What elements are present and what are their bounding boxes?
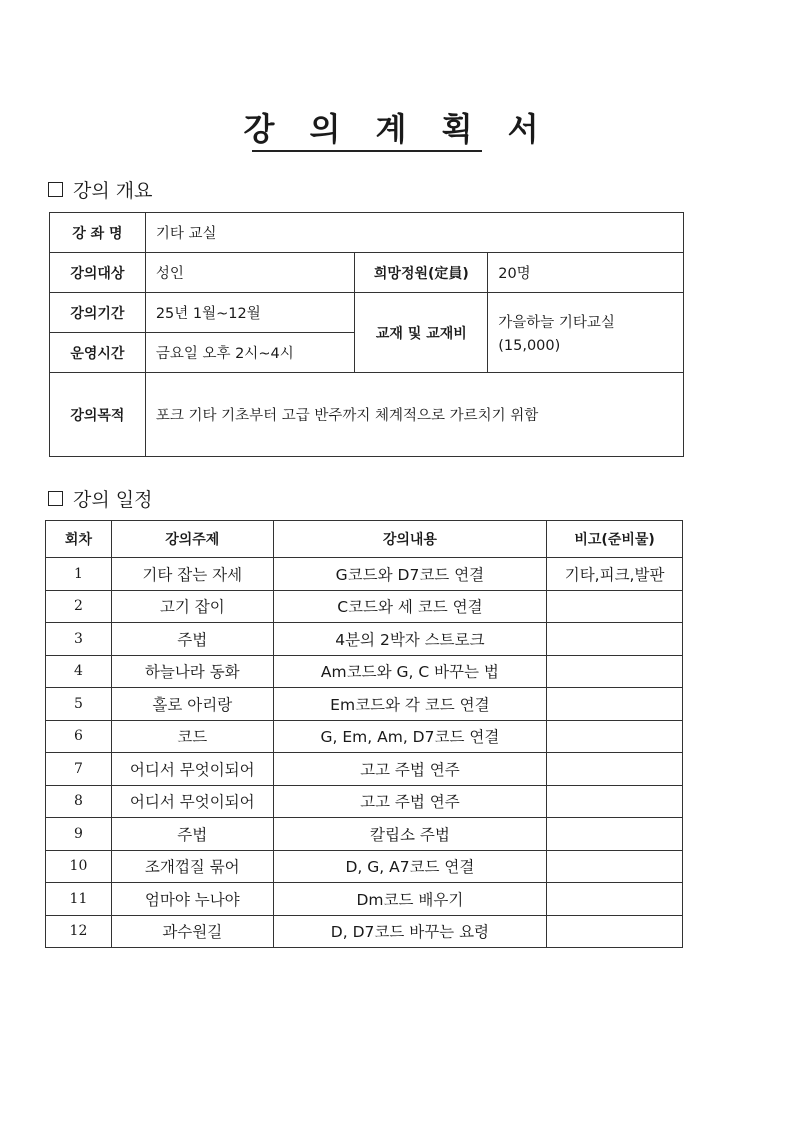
table-row [46,753,683,786]
session-number: 6 [46,720,112,753]
column-header: 비고(준비물) [547,521,683,558]
session-number: 1 [46,558,112,591]
target-label: 강의대상 [50,253,146,293]
session-note [547,785,683,818]
schedule-table [45,520,683,948]
session-topic: 코드 [111,720,273,753]
session-content: Em코드와 각 코드 연결 [273,688,547,721]
session-note [547,915,683,948]
materials-price: (15,000) [498,338,561,354]
session-number: 11 [46,883,112,916]
checkbox-icon [48,491,63,506]
session-note [547,590,683,623]
session-note [547,720,683,753]
period-value: 25년 1월~12월 [145,293,355,333]
session-number: 8 [46,785,112,818]
session-number: 10 [46,850,112,883]
session-content: G코드와 D7코드 연결 [273,558,547,591]
schedule-heading [48,485,152,512]
session-topic: 주법 [111,623,273,656]
session-topic: 기타 잡는 자세 [111,558,273,591]
session-number: 7 [46,753,112,786]
materials-value [488,293,684,373]
session-topic: 하늘나라 동화 [111,655,273,688]
hours-value: 금요일 오후 2시~4시 [145,333,355,373]
session-content: Am코드와 G, C 바꾸는 법 [273,655,547,688]
column-header: 강의내용 [273,521,547,558]
session-topic: 주법 [111,818,273,851]
column-header: 강의주제 [111,521,273,558]
session-content: D, D7코드 바꾸는 요령 [273,915,547,948]
session-note [547,883,683,916]
session-topic: 조개껍질 묶어 [111,850,273,883]
session-topic: 어디서 무엇이되어 [111,785,273,818]
checkbox-icon [48,182,63,197]
session-content: 고고 주법 연주 [273,785,547,818]
capacity-label: 희망정원(定員) [355,253,488,293]
capacity-value: 20명 [488,253,684,293]
document-title: 강 의 계 획 서 [243,110,551,148]
session-topic: 엄마야 누나야 [111,883,273,916]
session-note [547,818,683,851]
column-header: 회차 [46,521,112,558]
table-row [46,558,683,591]
session-content: 고고 주법 연주 [273,753,547,786]
materials-label: 교재 및 교재비 [355,293,488,373]
session-topic: 과수원길 [111,915,273,948]
session-note [547,753,683,786]
session-number: 9 [46,818,112,851]
course-name-value: 기타 교실 [145,213,683,253]
table-row [46,590,683,623]
table-row [46,915,683,948]
table-row [46,785,683,818]
overview-heading-text: 강의 개요 [73,180,153,202]
session-note [547,623,683,656]
table-row [46,623,683,656]
period-label: 강의기간 [50,293,146,333]
session-topic: 홀로 아리랑 [111,688,273,721]
target-value: 성인 [145,253,355,293]
table-row [46,818,683,851]
session-note: 기타,피크,발판 [547,558,683,591]
session-content: 칼립소 주법 [273,818,547,851]
table-row [46,883,683,916]
session-number: 2 [46,590,112,623]
session-content: D, G, A7코드 연결 [273,850,547,883]
purpose-label: 강의목적 [50,373,146,457]
schedule-heading-text: 강의 일정 [73,489,153,511]
session-content: Dm코드 배우기 [273,883,547,916]
table-row [46,720,683,753]
session-note [547,850,683,883]
session-topic: 고기 잡이 [111,590,273,623]
session-note [547,688,683,721]
session-content: G, Em, Am, D7코드 연결 [273,720,547,753]
title-underline [252,150,482,152]
overview-heading [48,176,152,203]
session-number: 3 [46,623,112,656]
schedule-header-row [46,521,683,558]
overview-table [49,212,684,457]
session-content: 4분의 2박자 스트로크 [273,623,547,656]
table-row [46,688,683,721]
table-row [46,655,683,688]
materials-title: 가을하늘 기타교실 [498,315,615,331]
course-name-label: 강 좌 명 [50,213,146,253]
hours-label: 운영시간 [50,333,146,373]
session-number: 12 [46,915,112,948]
session-number: 4 [46,655,112,688]
session-note [547,655,683,688]
session-number: 5 [46,688,112,721]
purpose-value: 포크 기타 기초부터 고급 반주까지 체계적으로 가르치기 위함 [145,373,683,457]
session-topic: 어디서 무엇이되어 [111,753,273,786]
table-row [46,850,683,883]
session-content: C코드와 세 코드 연결 [273,590,547,623]
